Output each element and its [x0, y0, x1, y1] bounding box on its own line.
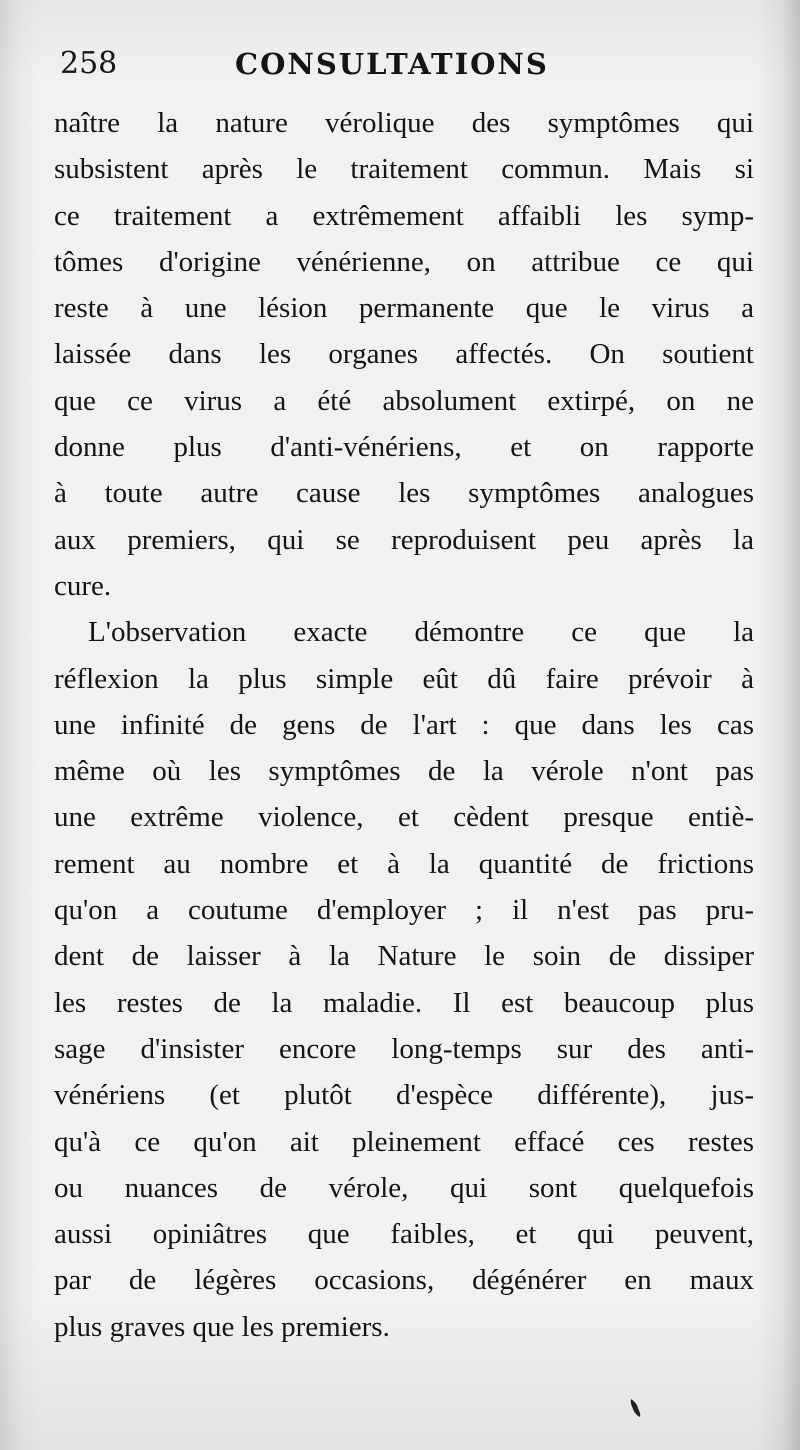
- text-line: dent de laisser à la Nature le soin de dissiper: [54, 940, 754, 973]
- text-line: réflexion la plus simple eût dû faire prévoir à: [54, 662, 754, 695]
- text-line: par de légères occasions, dégénérer en maux: [54, 1264, 754, 1297]
- text-line: même où les symptômes de la vérole n'ont pas: [54, 755, 754, 788]
- page-number: 258: [60, 46, 118, 81]
- text-line: ou nuances de vérole, qui sont quelquefois: [54, 1171, 754, 1204]
- text-line: donne plus d'anti-vénériens, et on rapporte: [54, 431, 754, 464]
- text-line: une extrême violence, et cèdent presque entiè-: [54, 801, 754, 834]
- ink-blot-mark: [628, 1398, 642, 1418]
- running-head: [60, 40, 760, 88]
- text-line: que ce virus a été absolument extirpé, on ne: [54, 384, 754, 417]
- text-line: subsistent après le traitement commun. Mais si: [54, 153, 754, 186]
- text-line: plus graves que les premiers.: [54, 1310, 390, 1343]
- text-line: tômes d'origine vénérienne, on attribue ce qui: [54, 245, 754, 278]
- text-line: rement au nombre et à la quantité de frictions: [54, 847, 754, 880]
- text-line: L'observation exacte démontre ce que la: [88, 616, 754, 649]
- running-title: CONSULTATIONS: [235, 47, 549, 81]
- text-line: ce traitement a extrêmement affaibli les symp-: [54, 199, 754, 232]
- text-line: aux premiers, qui se reproduisent peu après la: [54, 523, 754, 556]
- text-line: à toute autre cause les symptômes analogues: [54, 477, 754, 510]
- text-line: cure.: [54, 569, 112, 602]
- text-line: une infinité de gens de l'art : que dans les cas: [54, 708, 754, 741]
- text-line: les restes de la maladie. Il est beaucoup plus: [54, 986, 754, 1019]
- text-line: qu'à ce qu'on ait pleinement effacé ces restes: [54, 1125, 754, 1158]
- text-line: sage d'insister encore long-temps sur des anti-: [54, 1032, 754, 1065]
- text-line: reste à une lésion permanente que le virus a: [54, 292, 754, 325]
- body-text: [54, 100, 754, 1350]
- text-line: aussi opiniâtres que faibles, et qui peuvent,: [54, 1218, 754, 1251]
- paragraph-1: [54, 100, 754, 609]
- text-line: vénériens (et plutôt d'espèce différente), jus-: [54, 1079, 754, 1112]
- text-line: laissée dans les organes affectés. On soutient: [54, 338, 754, 371]
- text-line: naître la nature vérolique des symptômes qui: [54, 107, 754, 139]
- paragraph-2: [54, 609, 754, 1350]
- text-line: qu'on a coutume d'employer ; il n'est pas pru-: [54, 894, 754, 927]
